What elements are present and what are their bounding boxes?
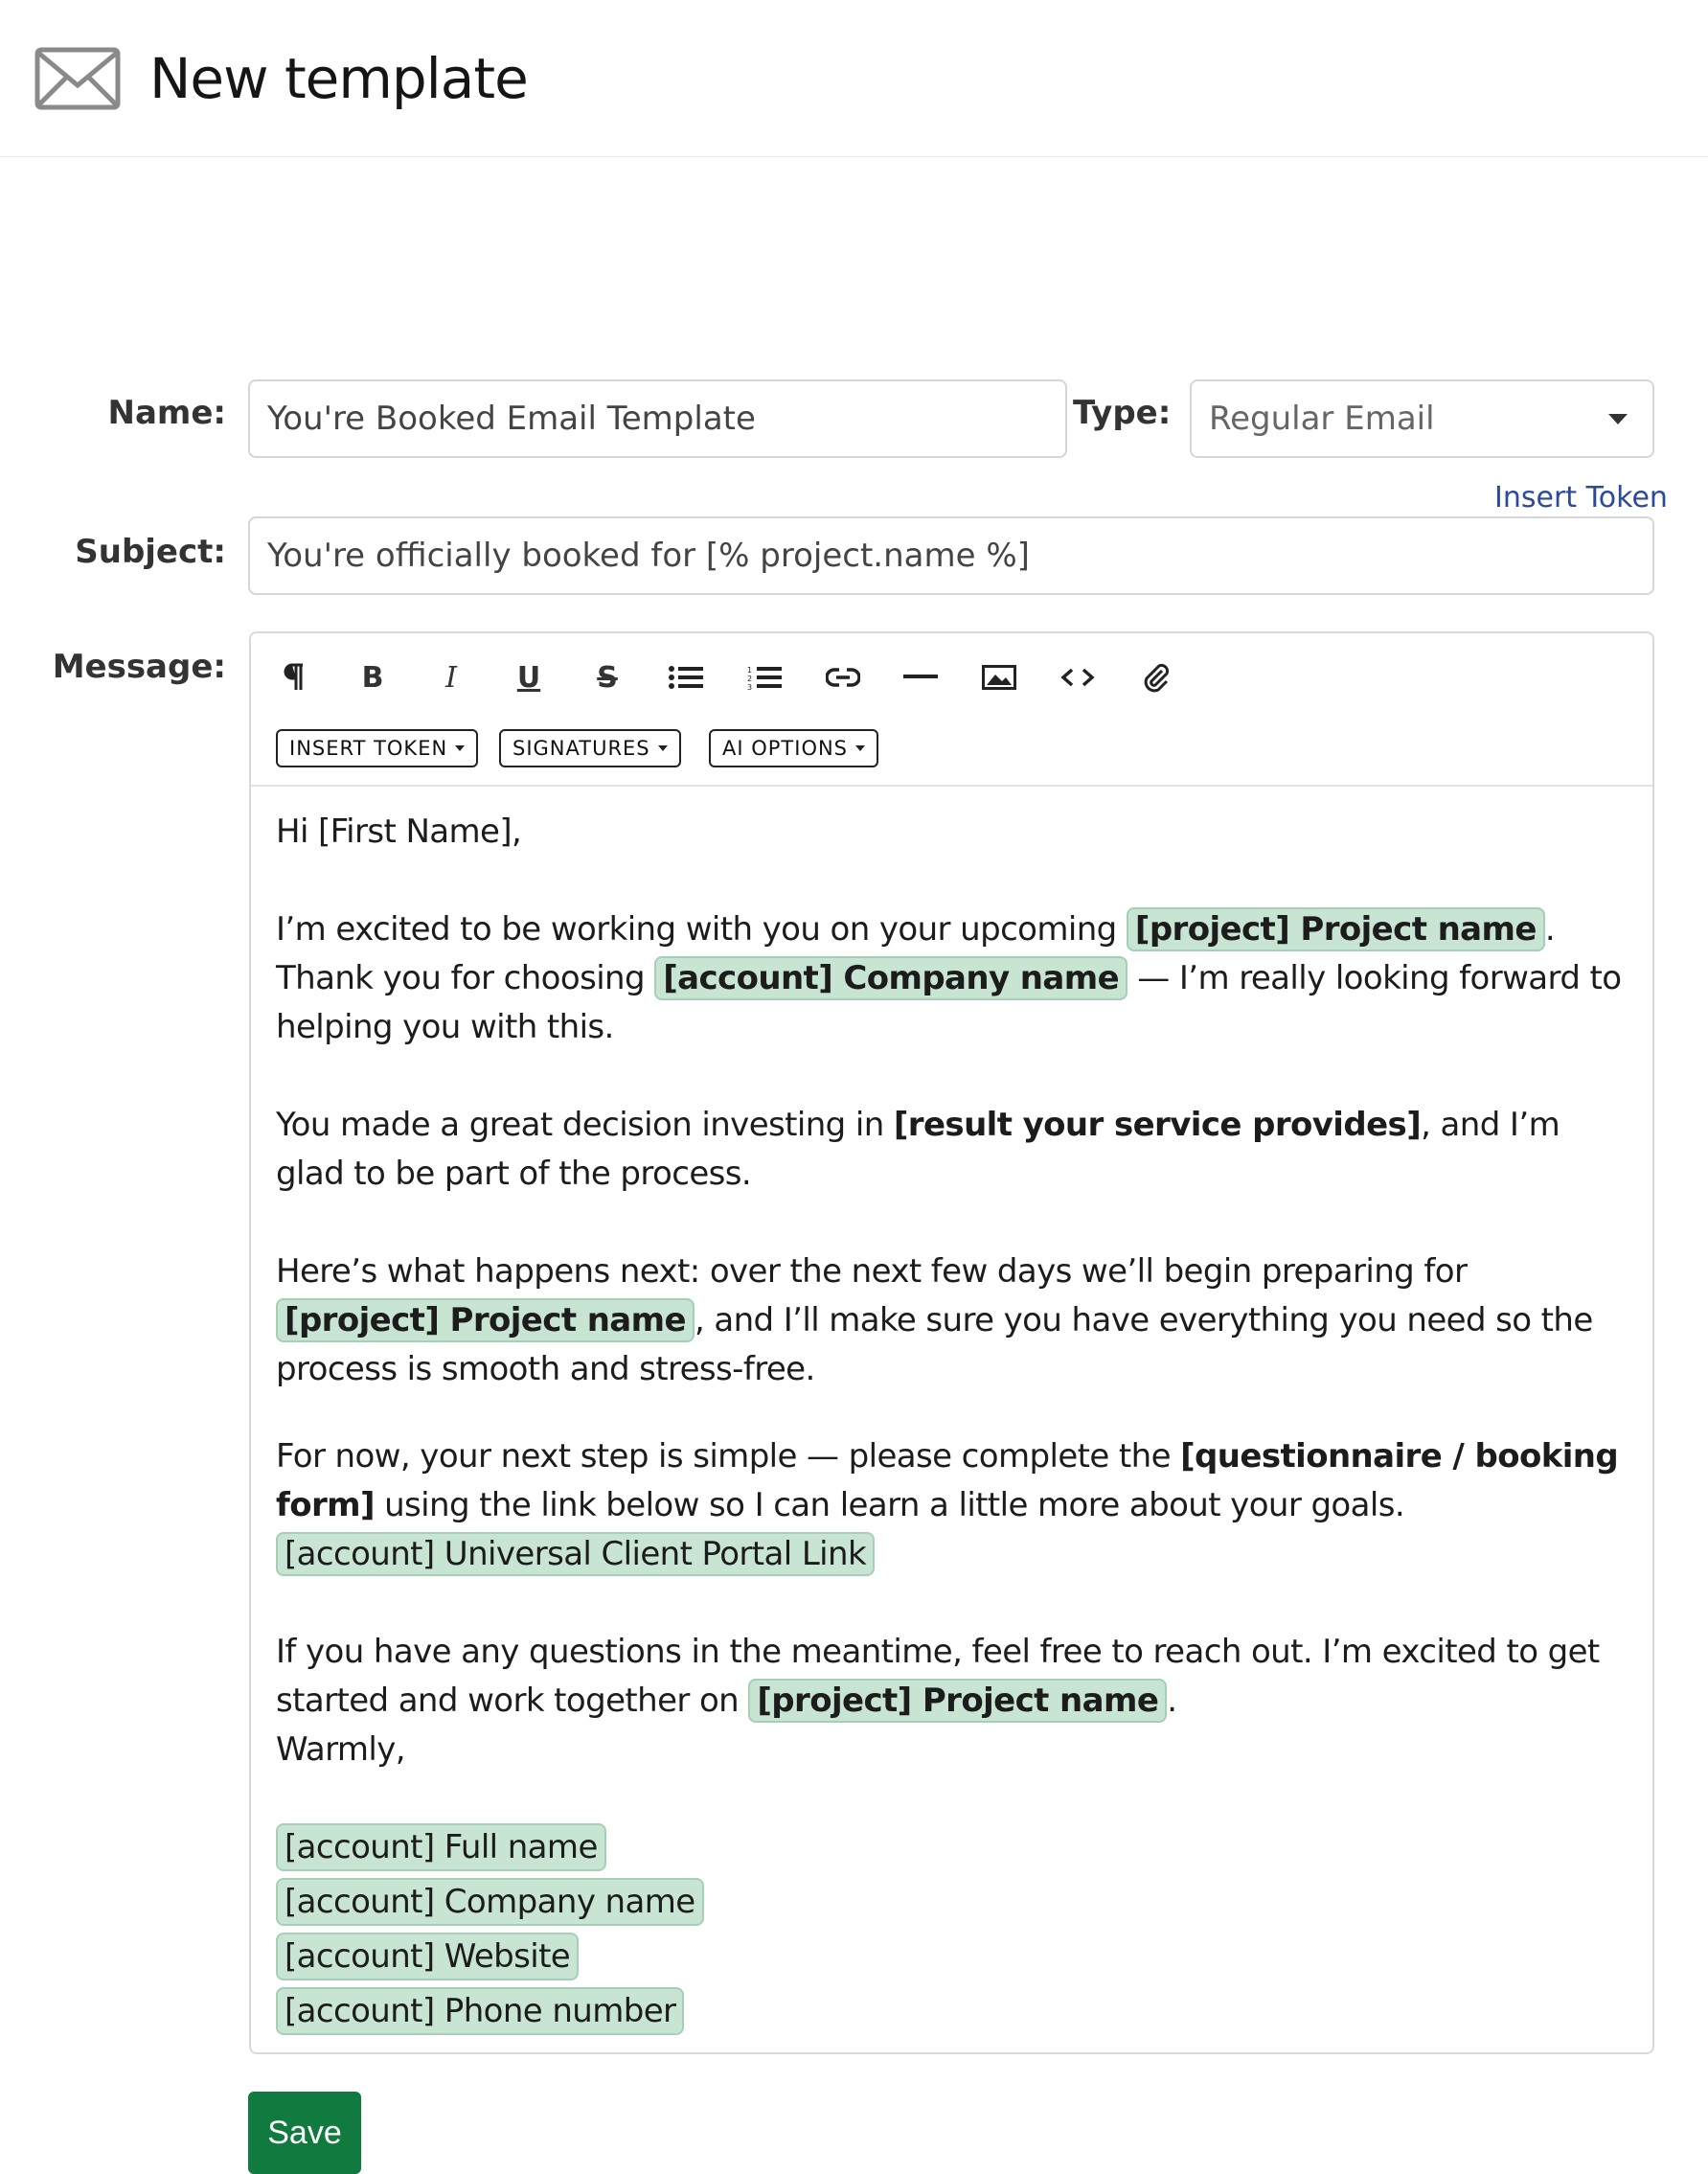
underline-icon[interactable]: U <box>516 660 541 695</box>
ai-options-dropdown-label: AI OPTIONS <box>722 737 849 760</box>
caret-down-icon <box>855 745 865 751</box>
subject-label: Subject: <box>75 533 226 571</box>
link-icon[interactable] <box>814 651 872 704</box>
name-label: Name: <box>107 394 226 432</box>
numbered-list-icon[interactable] <box>736 651 793 704</box>
paragraph-2 <box>276 1101 1628 1199</box>
envelope-icon <box>34 47 121 110</box>
token-company-name[interactable]: [account] Company name <box>654 956 1127 1000</box>
ai-options-dropdown[interactable] <box>709 729 878 767</box>
token-project-name[interactable]: [project] Project name <box>748 1679 1167 1723</box>
caret-down-icon <box>455 745 465 751</box>
save-button[interactable]: Save <box>248 2092 361 2174</box>
italic-icon[interactable]: I <box>445 660 457 695</box>
message-editor[interactable] <box>249 631 1654 2054</box>
greeting: Hi [First Name], <box>276 812 522 851</box>
text: . <box>1167 1682 1177 1720</box>
message-label: Message: <box>52 648 226 686</box>
text: using the link below so I can learn a little more about your goals. <box>374 1486 1405 1524</box>
text: , and I’ll make sure you have everything you need so the process is smooth and stress-free. <box>276 1301 1593 1388</box>
caret-down-icon <box>1608 414 1628 424</box>
paragraph-icon[interactable] <box>265 651 323 704</box>
page-header <box>0 0 1708 157</box>
token-phone-number[interactable]: [account] Phone number <box>276 1987 684 2035</box>
code-icon[interactable] <box>1049 651 1106 704</box>
svg-text:3: 3 <box>747 683 753 690</box>
subject-input[interactable] <box>248 516 1654 595</box>
token-full-name[interactable]: [account] Full name <box>276 1823 606 1871</box>
signatures-dropdown[interactable] <box>499 729 681 767</box>
token-project-name[interactable]: [project] Project name <box>276 1298 695 1342</box>
token-client-portal-link[interactable]: [account] Universal Client Portal Link <box>276 1532 875 1576</box>
svg-text:2: 2 <box>747 675 753 683</box>
horizontal-rule-icon[interactable] <box>892 651 949 704</box>
bold-icon[interactable]: B <box>361 660 384 695</box>
type-select[interactable] <box>1190 379 1654 458</box>
paragraph-4 <box>276 1432 1628 1579</box>
image-icon[interactable] <box>970 651 1028 704</box>
svg-text:1: 1 <box>747 666 753 675</box>
type-label: Type: <box>1073 394 1172 432</box>
paragraph-3 <box>276 1247 1628 1394</box>
insert-token-link[interactable]: Insert Token <box>1494 481 1668 515</box>
text: You made a great decision investing in <box>276 1106 894 1144</box>
text: Here’s what happens next: over the next few days we’ll begin preparing for <box>276 1252 1468 1291</box>
text: — I’m really looking forward to helping you with this. <box>276 959 1622 1046</box>
subject-input-value: You're officially booked for [% project.name %] <box>267 537 1030 575</box>
text: . Thank you for choosing <box>276 910 1556 997</box>
token-company-name[interactable]: [account] Company name <box>276 1878 704 1926</box>
text: , and I’m glad to be part of the process. <box>276 1106 1560 1193</box>
strikethrough-icon[interactable]: S <box>597 660 618 695</box>
signatures-dropdown-label: SIGNATURES <box>512 737 650 760</box>
text: I’m excited to be working with you on your upcoming <box>276 910 1127 949</box>
token-website[interactable]: [account] Website <box>276 1933 579 1980</box>
signature-block <box>276 1823 1628 2042</box>
paragraph-1 <box>276 905 1628 1052</box>
insert-token-dropdown-label: INSERT TOKEN <box>289 737 448 760</box>
text: If you have any questions in the meantime, feel free to reach out. I’m excited to get started and work together on <box>276 1633 1600 1720</box>
name-input[interactable] <box>248 379 1067 458</box>
page-title: New template <box>149 45 528 111</box>
bold-text: [questionnaire / booking form] <box>276 1437 1619 1524</box>
message-body[interactable] <box>251 787 1652 2042</box>
editor-toolbar <box>251 633 1652 787</box>
caret-down-icon <box>658 745 668 751</box>
insert-token-dropdown[interactable] <box>276 729 478 767</box>
bullet-list-icon[interactable] <box>657 651 715 704</box>
bold-text: [result your service provides] <box>893 1106 1422 1144</box>
text: For now, your next step is simple — please complete the <box>276 1437 1181 1476</box>
paragraph-5 <box>276 1628 1628 1774</box>
token-project-name[interactable]: [project] Project name <box>1127 907 1545 951</box>
type-select-value: Regular Email <box>1209 400 1435 438</box>
name-input-value: You're Booked Email Template <box>267 400 756 438</box>
closing: Warmly, <box>276 1730 405 1769</box>
attachment-icon[interactable] <box>1127 651 1185 704</box>
